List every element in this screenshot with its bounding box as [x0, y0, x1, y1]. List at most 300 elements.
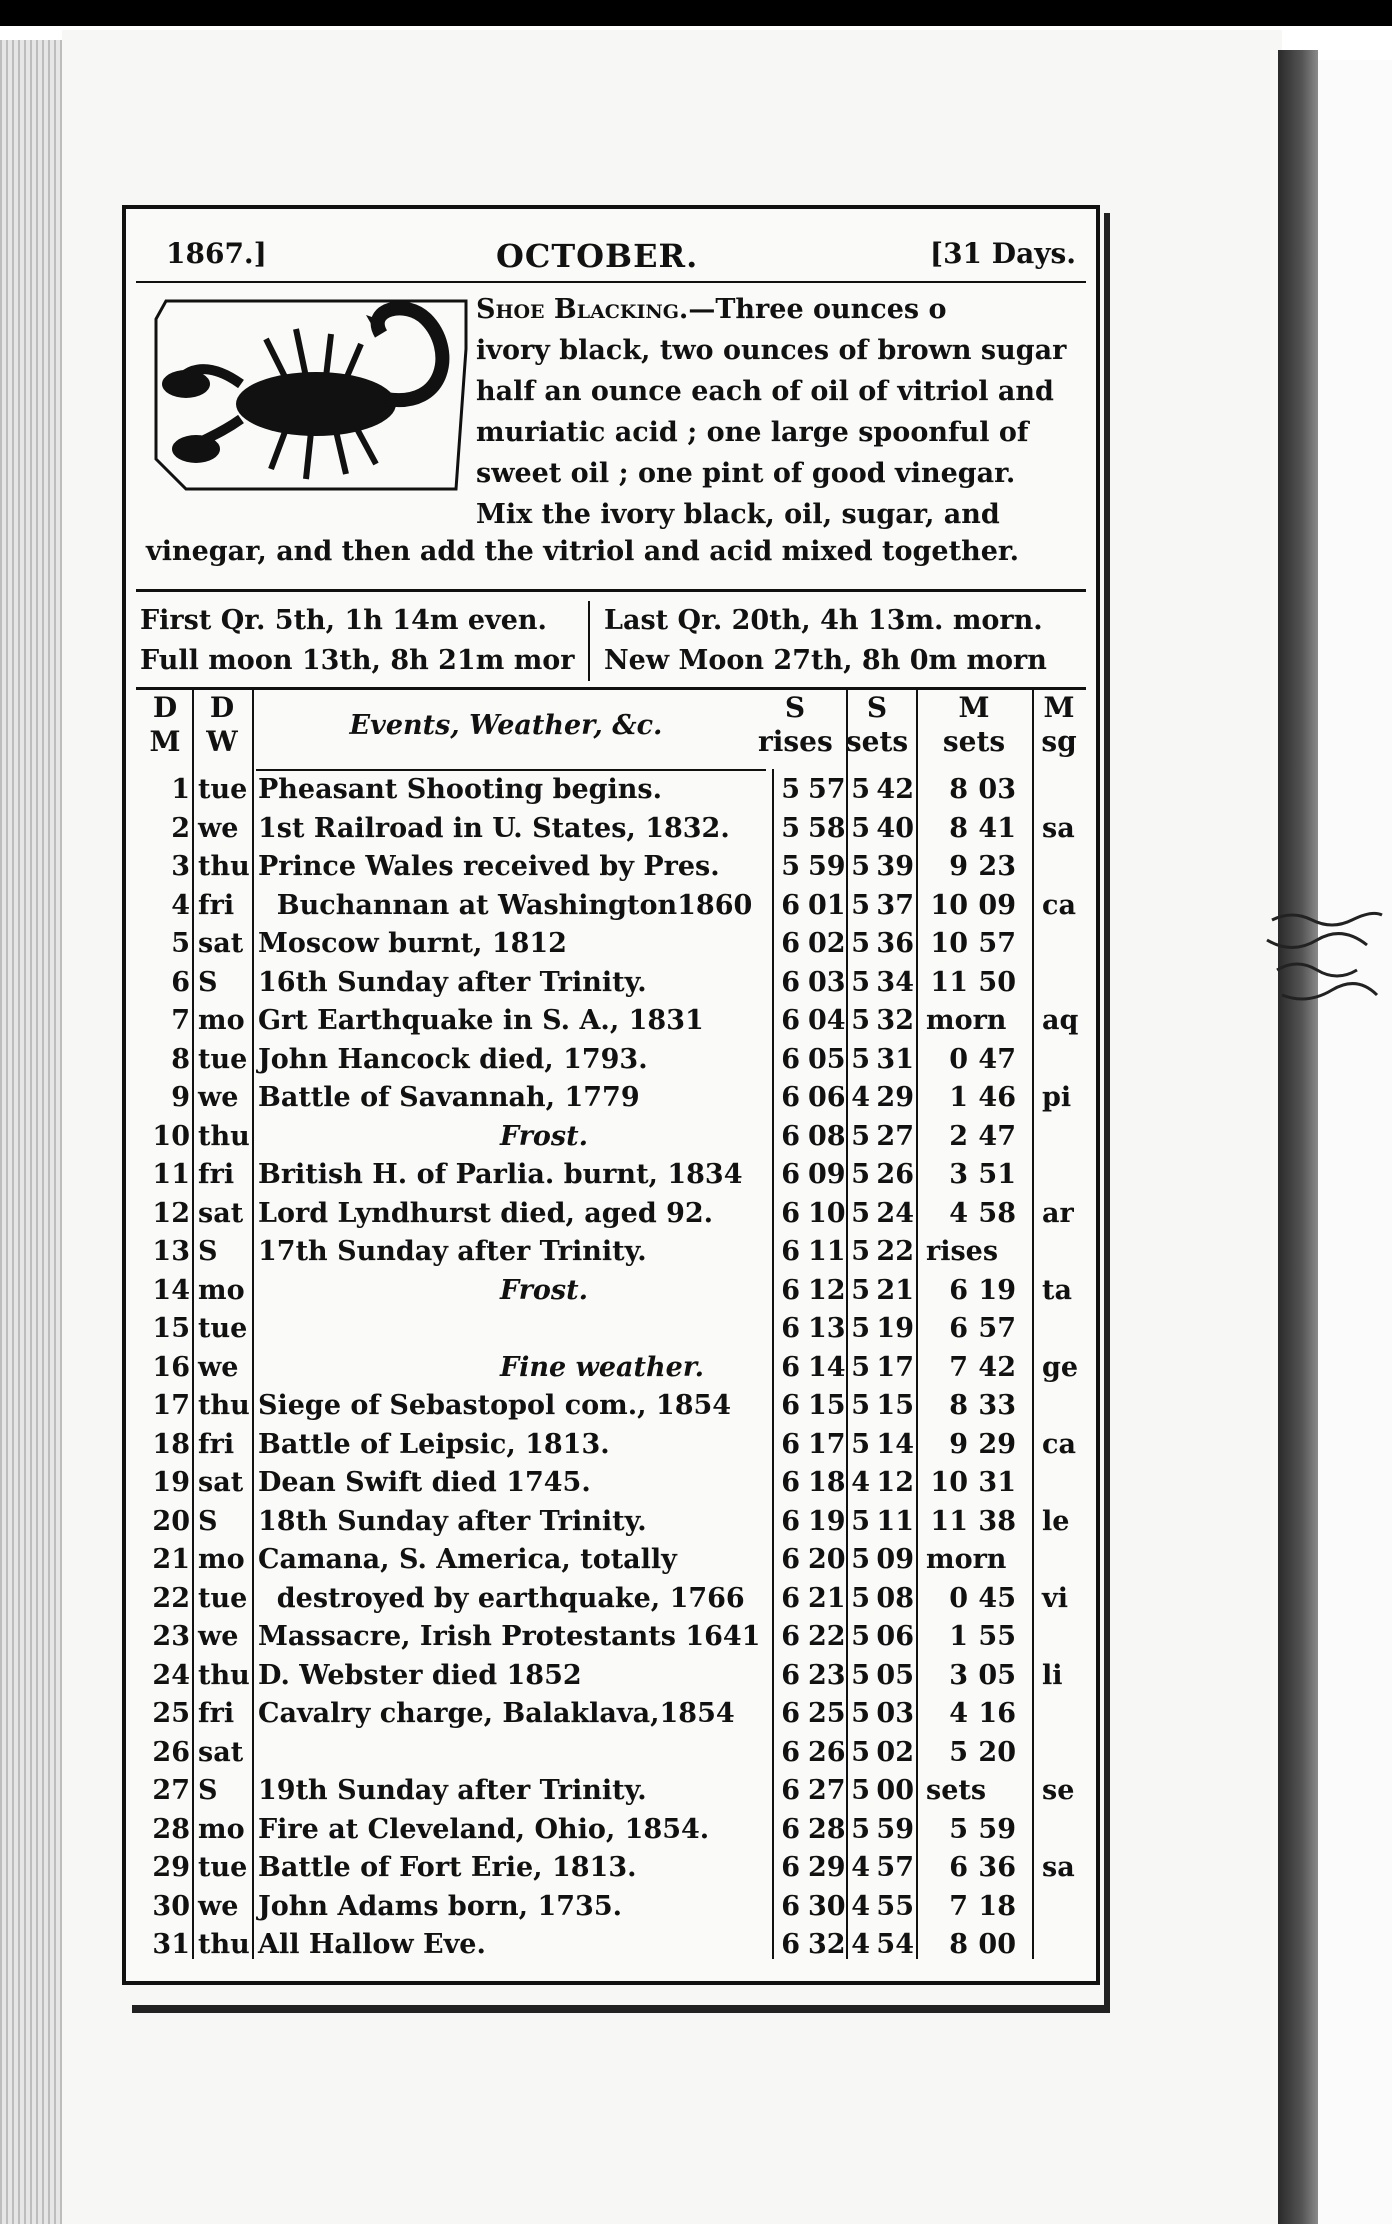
day-of-week: tue — [198, 774, 248, 805]
event-text: Cavalry charge, Balaklava,1854 — [258, 1698, 735, 1729]
sunset-minute: 32 — [876, 1005, 914, 1036]
sunrise-minute: 12 — [808, 1274, 846, 1306]
sunset-minute: 17 — [876, 1351, 914, 1383]
full-moon: Full moon 13th, 8h 21m mor — [140, 645, 575, 676]
sunrise-minute: 08 — [808, 1120, 846, 1152]
sunset-hour: 4 — [851, 1929, 870, 1960]
table-row — [140, 1082, 1090, 1120]
day-of-week: we — [198, 1621, 239, 1652]
sunrise-minute: 18 — [808, 1467, 846, 1498]
moonset-minute: 23 — [978, 851, 1016, 882]
moonset-hour: 6 — [949, 1852, 968, 1883]
col-dm-top: D — [152, 691, 178, 724]
day-of-week: tue — [198, 1313, 248, 1344]
table-row — [140, 1891, 1090, 1929]
sunset-hour: 5 — [851, 1582, 870, 1614]
day-of-week: fri — [198, 889, 235, 921]
col-sg-bot: sg — [1041, 725, 1077, 758]
moon-sign: le — [1042, 1505, 1070, 1537]
sunrise-hour: 6 — [781, 1082, 800, 1113]
sunrise-hour: 6 — [781, 1736, 800, 1768]
moonset-hour: 10 — [930, 928, 968, 959]
event-text: All Hallow Eve. — [258, 1929, 486, 1960]
event-text: Siege of Sebastopol com., 1854 — [258, 1390, 732, 1421]
sunset-minute: 57 — [876, 1852, 914, 1883]
sunrise-minute: 09 — [808, 1159, 846, 1190]
col-header-moon-sign — [1036, 691, 1082, 759]
sunset-minute: 26 — [876, 1159, 914, 1190]
sunrise-hour: 6 — [781, 1197, 800, 1229]
sunset-hour: 5 — [851, 812, 870, 844]
sunrise-minute: 58 — [808, 812, 846, 844]
day-of-week: sat — [198, 1736, 244, 1768]
event-text: Fire at Cleveland, Ohio, 1854. — [258, 1813, 710, 1845]
sunset-hour: 4 — [851, 1852, 870, 1883]
sunset-hour: 4 — [851, 1082, 870, 1113]
event-text: destroyed by earthquake, 1766 — [258, 1582, 745, 1614]
moonset-hour: 6 — [949, 1274, 968, 1306]
moon-sign: ca — [1042, 889, 1076, 921]
day-of-week: thu — [198, 851, 250, 882]
moonset-minute: 47 — [978, 1043, 1016, 1075]
sunrise-hour: 6 — [781, 1120, 800, 1152]
moonset-hour: 6 — [949, 1313, 968, 1344]
sunrise-hour: 6 — [781, 1159, 800, 1190]
moonset-minute: 29 — [978, 1428, 1016, 1460]
recipe-line: Mix the ivory black, oil, sugar, and — [476, 499, 1000, 530]
sunrise-hour: 6 — [781, 1852, 800, 1883]
sunset-hour: 5 — [851, 1005, 870, 1036]
table-row — [140, 1544, 1090, 1582]
sunset-hour: 5 — [851, 966, 870, 998]
facing-page-edge — [1318, 60, 1392, 2224]
col-header-events: Events, Weather, &c. — [349, 710, 663, 741]
moon-note: morn — [926, 1005, 1007, 1036]
event-text: Dean Swift died 1745. — [258, 1467, 591, 1498]
day-of-week: thu — [198, 1659, 250, 1691]
moon-note: sets — [926, 1775, 987, 1806]
moonset-hour: 1 — [949, 1082, 968, 1113]
table-row — [140, 1775, 1090, 1813]
moon-phases-right — [604, 601, 1047, 681]
moonset-minute: 57 — [978, 1313, 1016, 1344]
table-row — [140, 1698, 1090, 1736]
event-text: John Adams born, 1735. — [258, 1890, 623, 1922]
sunrise-minute: 28 — [808, 1813, 846, 1845]
table-row — [140, 1852, 1090, 1890]
recipe-rule — [136, 589, 1086, 592]
moonset-hour: 5 — [949, 1736, 968, 1768]
moon-divider — [588, 601, 590, 681]
moon-sign: vi — [1042, 1582, 1068, 1614]
col-header-moonset — [926, 691, 1022, 759]
sunrise-hour: 5 — [781, 774, 800, 805]
event-text: Buchannan at Washington1860 — [258, 889, 753, 921]
event-text: 1st Railroad in U. States, 1832. — [258, 812, 730, 844]
table-row — [140, 1313, 1090, 1351]
sunrise-hour: 6 — [781, 1813, 800, 1845]
event-text: D. Webster died 1852 — [258, 1659, 582, 1691]
moon-sign: aq — [1042, 1005, 1079, 1036]
sunrise-minute: 13 — [808, 1313, 846, 1344]
moon-sign: pi — [1042, 1082, 1072, 1113]
header-year: 1867.] — [166, 237, 267, 270]
sunset-minute: 08 — [876, 1582, 914, 1614]
moonset-minute: 36 — [978, 1852, 1016, 1883]
last-quarter: Last Qr. 20th, 4h 13m. morn. — [604, 605, 1043, 636]
sunset-hour: 5 — [851, 774, 870, 805]
col-header-dw — [198, 691, 246, 759]
event-text: Lord Lyndhurst died, aged 92. — [258, 1197, 714, 1229]
moonset-hour: 1 — [949, 1621, 968, 1652]
calendar-frame — [122, 205, 1100, 1985]
day-of-month: 29 — [152, 1852, 190, 1883]
table-row — [140, 1121, 1090, 1159]
sunrise-hour: 6 — [781, 1775, 800, 1806]
sunset-hour: 5 — [851, 1544, 870, 1575]
sunrise-minute: 05 — [808, 1043, 846, 1075]
sunset-minute: 02 — [876, 1736, 914, 1768]
table-row — [140, 1467, 1090, 1505]
new-moon: New Moon 27th, 8h 0m morn — [604, 645, 1047, 676]
sunset-minute: 12 — [876, 1467, 914, 1498]
sunrise-hour: 6 — [781, 966, 800, 998]
col-ms-top: M — [958, 691, 990, 724]
table-row — [140, 928, 1090, 966]
sunset-minute: 24 — [876, 1197, 914, 1229]
day-of-month: 5 — [171, 928, 190, 959]
moonset-hour: 7 — [949, 1890, 968, 1922]
moonset-minute: 50 — [978, 966, 1016, 998]
sunrise-minute: 06 — [808, 1082, 846, 1113]
recipe-text — [476, 289, 1086, 535]
col-header-dm — [140, 691, 190, 759]
sunset-minute: 22 — [876, 1236, 914, 1267]
event-text: British H. of Parlia. burnt, 1834 — [258, 1159, 743, 1190]
moonset-hour: 4 — [949, 1698, 968, 1729]
event-text: 16th Sunday after Trinity. — [258, 966, 647, 998]
event-text: Battle of Leipsic, 1813. — [258, 1428, 610, 1460]
moonset-hour: 0 — [949, 1582, 968, 1614]
moonset-minute: 38 — [978, 1505, 1016, 1537]
day-of-week: mo — [198, 1544, 245, 1575]
moon-sign: sa — [1042, 812, 1075, 844]
moonset-minute: 03 — [978, 774, 1016, 805]
book-page-edges — [0, 40, 70, 2224]
moonset-hour: 11 — [930, 1505, 968, 1537]
sunrise-hour: 6 — [781, 1890, 800, 1922]
event-text: Fine weather. — [500, 1351, 704, 1383]
day-of-week: sat — [198, 1197, 244, 1229]
sunrise-minute: 29 — [808, 1852, 846, 1883]
day-of-month: 2 — [171, 812, 190, 844]
sunrise-hour: 6 — [781, 1698, 800, 1729]
col-ss-bot: sets — [845, 725, 909, 758]
scan-top-band — [0, 0, 1392, 26]
day-of-week: mo — [198, 1274, 245, 1306]
day-of-month: 1 — [171, 774, 190, 805]
moonset-minute: 19 — [978, 1274, 1016, 1306]
day-of-month: 30 — [152, 1890, 190, 1922]
moonset-minute: 20 — [978, 1736, 1016, 1768]
day-of-month: 27 — [152, 1775, 190, 1806]
day-of-week: tue — [198, 1582, 248, 1614]
sunrise-hour: 6 — [781, 1274, 800, 1306]
moonset-hour: 2 — [949, 1120, 968, 1152]
moonset-minute: 55 — [978, 1621, 1016, 1652]
sunset-minute: 19 — [876, 1313, 914, 1344]
table-row — [140, 1275, 1090, 1313]
col-dm-bot: M — [149, 725, 181, 758]
sunset-hour: 4 — [851, 1890, 870, 1922]
moon-rule — [136, 687, 1086, 690]
sunrise-minute: 14 — [808, 1351, 846, 1383]
sunrise-hour: 6 — [781, 1544, 800, 1575]
sunset-minute: 06 — [876, 1621, 914, 1652]
day-of-month: 12 — [152, 1197, 190, 1229]
moonset-minute: 33 — [978, 1390, 1016, 1421]
day-of-month: 3 — [171, 851, 190, 882]
day-of-month: 26 — [152, 1736, 190, 1768]
table-row — [140, 890, 1090, 928]
moon-sign: ca — [1042, 1428, 1076, 1460]
moonset-hour: 0 — [949, 1043, 968, 1075]
col-ss-top: S — [866, 691, 888, 724]
day-of-week: thu — [198, 1120, 250, 1152]
event-text: Massacre, Irish Protestants 1641 — [258, 1621, 761, 1652]
day-of-month: 15 — [152, 1313, 190, 1344]
moon-sign: ar — [1042, 1197, 1074, 1229]
sunset-hour: 5 — [851, 1236, 870, 1267]
sunrise-minute: 01 — [808, 889, 846, 921]
sunset-minute: 00 — [876, 1775, 914, 1806]
sunset-hour: 5 — [851, 1351, 870, 1383]
sunset-minute: 54 — [876, 1929, 914, 1960]
page-header — [136, 229, 1086, 279]
day-of-week: mo — [198, 1005, 245, 1036]
day-of-month: 7 — [171, 1005, 190, 1036]
sunset-minute: 15 — [876, 1390, 914, 1421]
sunset-hour: 5 — [851, 1390, 870, 1421]
sunrise-hour: 6 — [781, 1621, 800, 1652]
table-row — [140, 1929, 1090, 1967]
day-of-month: 28 — [152, 1813, 190, 1845]
day-of-month: 23 — [152, 1621, 190, 1652]
sunrise-minute: 19 — [808, 1505, 846, 1537]
moonset-hour: 8 — [949, 774, 968, 805]
day-of-month: 4 — [171, 889, 190, 921]
sunset-hour: 5 — [851, 928, 870, 959]
sunrise-minute: 32 — [808, 1929, 846, 1960]
col-dw-top: D — [209, 691, 235, 724]
sunset-hour: 5 — [851, 1621, 870, 1652]
day-of-week: fri — [198, 1428, 235, 1460]
sunrise-minute: 15 — [808, 1390, 846, 1421]
day-of-week: mo — [198, 1813, 245, 1845]
sunset-minute: 03 — [876, 1698, 914, 1729]
day-of-week: we — [198, 812, 239, 844]
day-of-month: 31 — [152, 1929, 190, 1960]
sunset-minute: 05 — [876, 1659, 914, 1691]
day-of-week: thu — [198, 1929, 250, 1960]
table-row — [140, 1621, 1090, 1659]
day-of-month: 17 — [152, 1390, 190, 1421]
sunset-minute: 27 — [876, 1120, 914, 1152]
day-of-week: we — [198, 1351, 239, 1383]
day-of-month: 22 — [152, 1582, 190, 1614]
day-of-month: 8 — [171, 1043, 190, 1075]
day-of-week: S — [198, 966, 218, 998]
sunset-hour: 5 — [851, 1313, 870, 1344]
recipe-line: muriatic acid ; one large spoonful of — [476, 417, 1029, 448]
recipe-tail: vinegar, and then add the vitriol and acid mixed together. — [146, 536, 1020, 567]
moon-sign: sa — [1042, 1852, 1075, 1883]
sunset-minute: 21 — [876, 1274, 914, 1306]
header-rule — [136, 281, 1086, 283]
col-header-sunset — [842, 691, 912, 759]
table-row — [140, 1506, 1090, 1544]
sunset-hour: 5 — [851, 1775, 870, 1806]
sunrise-minute: 02 — [808, 928, 846, 959]
event-text: 17th Sunday after Trinity. — [258, 1236, 647, 1267]
moon-sign: li — [1042, 1659, 1063, 1691]
moonset-hour: 3 — [949, 1659, 968, 1691]
table-row — [140, 1352, 1090, 1390]
table-row — [140, 1159, 1090, 1197]
table-row — [140, 1390, 1090, 1428]
col-sg-top: M — [1043, 691, 1075, 724]
sunrise-minute: 59 — [808, 851, 846, 882]
sunset-minute: 42 — [876, 774, 914, 805]
moonset-hour: 9 — [949, 1428, 968, 1460]
event-text: Grt Earthquake in S. A., 1831 — [258, 1005, 704, 1036]
moonset-hour: 3 — [949, 1159, 968, 1190]
moonset-minute: 41 — [978, 812, 1016, 844]
sunrise-minute: 03 — [808, 966, 846, 998]
sunset-hour: 5 — [851, 1736, 870, 1768]
moonset-minute: 46 — [978, 1082, 1016, 1113]
moonset-minute: 58 — [978, 1197, 1016, 1229]
day-of-month: 16 — [152, 1351, 190, 1383]
sunrise-hour: 6 — [781, 1236, 800, 1267]
recipe-line: —Three ounces o — [688, 294, 947, 325]
sunset-minute: 39 — [876, 851, 914, 882]
moonset-minute: 57 — [978, 928, 1016, 959]
table-row — [140, 1429, 1090, 1467]
day-of-week: fri — [198, 1698, 235, 1729]
handwritten-margin-note — [1262, 900, 1392, 1010]
day-of-week: sat — [198, 1467, 244, 1498]
sunset-hour: 5 — [851, 1120, 870, 1152]
sunrise-minute: 20 — [808, 1544, 846, 1575]
sunrise-hour: 6 — [781, 1929, 800, 1960]
moonset-hour: 7 — [949, 1351, 968, 1383]
sunrise-hour: 6 — [781, 1351, 800, 1383]
day-of-month: 21 — [152, 1544, 190, 1575]
sunset-minute: 55 — [876, 1890, 914, 1922]
moonset-minute: 42 — [978, 1351, 1016, 1383]
event-text: Frost. — [500, 1120, 589, 1152]
sunrise-minute: 21 — [808, 1582, 846, 1614]
day-of-week: S — [198, 1775, 218, 1806]
sunset-hour: 5 — [851, 851, 870, 882]
table-row — [140, 1583, 1090, 1621]
events-header-rule — [256, 769, 766, 771]
table-row — [140, 813, 1090, 851]
sunrise-hour: 6 — [781, 928, 800, 959]
event-text: Moscow burnt, 1812 — [258, 928, 567, 959]
sunrise-minute: 26 — [808, 1736, 846, 1768]
col-sr-top: S — [784, 691, 806, 724]
col-header-sunrise — [758, 691, 832, 759]
moonset-hour: 9 — [949, 851, 968, 882]
sunrise-minute: 04 — [808, 1005, 846, 1036]
day-of-month: 19 — [152, 1467, 190, 1498]
table-row — [140, 1198, 1090, 1236]
sunrise-hour: 6 — [781, 1428, 800, 1460]
sunset-minute: 59 — [876, 1813, 914, 1845]
book-gutter-shadow — [1278, 50, 1318, 2224]
sunset-hour: 4 — [851, 1467, 870, 1498]
moon-sign: ge — [1042, 1351, 1079, 1383]
sunset-minute: 37 — [876, 889, 914, 921]
day-of-month: 18 — [152, 1428, 190, 1460]
day-of-month: 24 — [152, 1659, 190, 1691]
sunrise-hour: 6 — [781, 1659, 800, 1691]
event-text: Frost. — [500, 1274, 589, 1306]
moonset-hour: 11 — [930, 966, 968, 998]
moonset-minute: 59 — [978, 1813, 1016, 1845]
event-text: Battle of Fort Erie, 1813. — [258, 1852, 637, 1883]
moonset-hour: 10 — [930, 1467, 968, 1498]
recipe-line: ivory black, two ounces of brown sugar — [476, 335, 1067, 366]
day-of-month: 6 — [171, 966, 190, 998]
day-of-month: 25 — [152, 1698, 190, 1729]
sunrise-minute: 22 — [808, 1621, 846, 1652]
col-ms-bot: sets — [942, 725, 1006, 758]
sunset-hour: 5 — [851, 1659, 870, 1691]
moon-sign: se — [1042, 1775, 1075, 1806]
table-row — [140, 1737, 1090, 1775]
sunrise-hour: 6 — [781, 1505, 800, 1537]
moonset-hour: 5 — [949, 1813, 968, 1845]
event-text: Pheasant Shooting begins. — [258, 774, 663, 805]
sunset-hour: 5 — [851, 1505, 870, 1537]
sunset-hour: 5 — [851, 1159, 870, 1190]
day-of-week: we — [198, 1082, 239, 1113]
moonset-minute: 05 — [978, 1659, 1016, 1691]
table-row — [140, 1005, 1090, 1043]
moonset-hour: 8 — [949, 812, 968, 844]
recipe-title: Shoe Blacking. — [476, 294, 689, 325]
scorpion-icon — [146, 289, 476, 499]
recipe-line: half an ounce each of oil of vitriol and — [476, 376, 1054, 407]
day-of-week: fri — [198, 1159, 235, 1190]
sunset-hour: 5 — [851, 1274, 870, 1306]
event-text: Prince Wales received by Pres. — [258, 851, 720, 882]
table-row — [140, 1814, 1090, 1852]
event-text: Battle of Savannah, 1779 — [258, 1082, 640, 1113]
sunrise-hour: 6 — [781, 1005, 800, 1036]
recipe-line: sweet oil ; one pint of good vinegar. — [476, 458, 1016, 489]
moon-phases-left — [140, 601, 575, 681]
day-of-month: 20 — [152, 1505, 190, 1537]
event-text: 19th Sunday after Trinity. — [258, 1775, 647, 1806]
moon-sign: ta — [1042, 1274, 1072, 1306]
day-of-week: tue — [198, 1852, 248, 1883]
col-sr-bot: rises — [758, 725, 833, 758]
col-dw-bot: W — [206, 725, 238, 758]
